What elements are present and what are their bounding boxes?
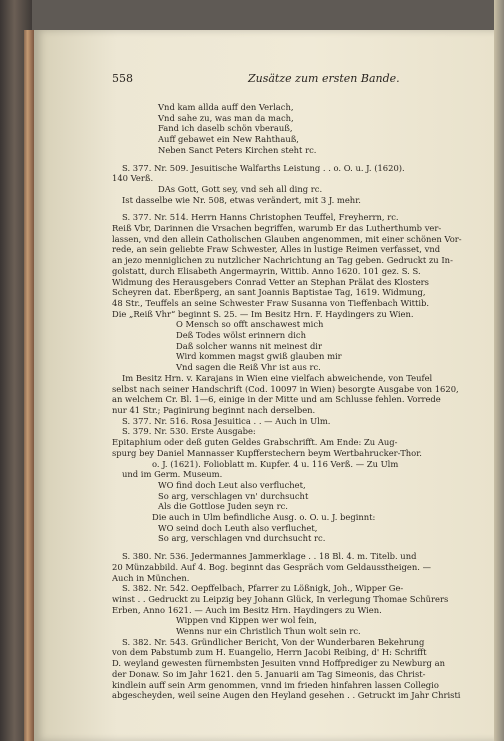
text-line: WO seind doch Leuth also verfluchet,: [158, 522, 318, 533]
text-line: Neben Sanct Peters Kirchen steht rc.: [158, 144, 317, 155]
text-line: DAs Gott, Gott sey, vnd seh all ding rc.: [158, 183, 323, 194]
text-line: Scheyren dat. Eberßperg, an sant Joannis Baptistae Tag, 1619. Widmung,: [112, 287, 426, 298]
line-gap: [112, 544, 482, 551]
text-line: nur 41 Str.; Paginirung beginnt nach derselben.: [112, 404, 316, 415]
text-line: Wippen vnd Kippen wer wol fein,: [176, 615, 317, 626]
text-line: S. 382. Nr. 543. Gründlicher Bericht, Von der Wunderbaren Bekehrung: [122, 636, 425, 647]
text-line: Wenns nur ein Christlich Thun wolt sein rc.: [176, 626, 361, 637]
page-number: 558: [112, 72, 133, 85]
text-line: S. 377. Nr. 509. Jesuitische Walfarths Leistung . . o. O. u. J. (1620).: [122, 162, 405, 173]
line-gap: [112, 205, 482, 212]
text-line: an jezo menniglichen zu nutzlicher Nachrichtung an Tag geben. Gedruckt zu In-: [112, 255, 453, 266]
text-line: 140 Verß.: [112, 173, 154, 184]
text-line: Die „Reiß Vhr“ beginnt S. 25. — Im Besitz Hrn. F. Haydingers zu Wien.: [112, 308, 414, 319]
text-line: Widmung des Herausgebers Conrad Vetter an Stephan Prälat des Klosters: [112, 276, 429, 287]
body-lines: [112, 102, 482, 701]
text-line: lassen, vnd den allein Catholischen Glauben angenommen, mit einer schönen Vor-: [112, 233, 462, 244]
text-line: rede, an sein geliebte Fraw Schwester, Alles in lustige Reimen verfasset, vnd: [112, 244, 441, 255]
text-line: Im Besitz Hrn. v. Karajans in Wien eine vielfach abweichende, von Teufel: [122, 372, 433, 383]
text-line: S. 380. Nr. 536. Jedermannes Jammerklage . . 18 Bl. 4. m. Titelb. und: [122, 551, 417, 562]
text-line: S. 377. Nr. 516. Rosa Jesuitica . . — Auch in Ulm.: [122, 415, 331, 426]
text-line: Epitaphium oder deß guten Geldes Grabschrifft. Am Ende: Zu Aug-: [112, 437, 398, 448]
text-line: Als die Gottlose Juden seyn rc.: [158, 501, 288, 512]
text-line: kindlein auff sein Arm genommen, vnnd im frieden hinfahren lassen Collegio: [112, 679, 439, 690]
text-line: Vnd sahe zu, was man da mach,: [158, 112, 294, 123]
text-line: Deß Todes wölst erinnern dich: [176, 330, 306, 341]
text-line: Wird kommen magst gwiß glauben mir: [176, 351, 342, 362]
line-gap: [112, 156, 482, 163]
text-line: S. 377. Nr. 514. Herrn Hanns Christophen Teuffel, Freyherrn, rc.: [122, 212, 399, 223]
text-line: 48 Str., Teuffels an seine Schwester Fraw Susanna von Tieffenbach Wittib.: [112, 297, 430, 308]
book-edge-right: [494, 0, 504, 741]
text-line: S. 382. Nr. 542. Oepffelbach, Pfarrer zu Lößnigk, Joh., Wipper Ge-: [122, 583, 404, 594]
text-line: golstatt, durch Elisabeth Angermayrin, Wittib. Anno 1620. 101 gez. S. S.: [112, 265, 421, 276]
book-binding: [24, 30, 34, 741]
page-header: [112, 74, 482, 88]
text-line: o. J. (1621). Folioblatt m. Kupfer. 4 u. 116 Verß. — Zu Ulm: [152, 458, 399, 469]
text-line: So arg, verschlagen vn' durchsucht: [158, 490, 309, 501]
text-line: Erben, Anno 1621. — Auch im Besitz Hrn. Haydingers zu Wien.: [112, 604, 382, 615]
text-line: So arg, verschlagen vnd durchsucht rc.: [158, 533, 326, 544]
text-line: Vnd sagen die Reiß Vhr ist aus rc.: [176, 362, 321, 373]
text-line: der Donaw. So im Jahr 1621. den 5. Januarii am Tag Simeonis, das Christ-: [112, 668, 426, 679]
text-line: an welchem Cr. Bl. 1—6, einige in der Mitte und am Schlusse fehlen. Vorrede: [112, 394, 441, 405]
text-line: Die auch in Ulm befindliche Ausg. o. O. u. J. beginnt:: [152, 512, 376, 523]
text-line: Auch in München.: [112, 572, 190, 583]
text-line: Fand ich daselb schön vberauß,: [158, 123, 293, 134]
page-text: [112, 74, 482, 701]
text-line: S. 379. Nr. 530. Erste Ausgabe:: [122, 426, 256, 437]
text-line: Ist dasselbe wie Nr. 508, etwas verändert, mit 3 J. mehr.: [122, 194, 361, 205]
text-line: von dem Pabstumb zum H. Euangelio, Herrn Jacobi Reibing, d' H: Schrifft: [112, 647, 427, 658]
text-line: O Mensch so offt anschawest mich: [176, 319, 324, 330]
text-line: WO find doch Leut also verfluchet,: [158, 479, 306, 490]
text-line: winst . . Gedruckt zu Leipzig bey Johann Glück, In verlegung Thomae Schürers: [112, 593, 449, 604]
running-title: Zusätze zum ersten Bande.: [248, 72, 400, 85]
text-line: Auff gebawet ein New Rahthauß,: [158, 134, 299, 145]
text-line: selbst nach seiner Handschrift (Cod. 10097 in Wien) besorgte Ausgabe von 1620,: [112, 383, 459, 394]
text-line: abgescheyden, weil seine Augen den Heyland gesehen . . Getruckt im Jahr Christi: [112, 690, 461, 701]
text-line: D. weyland gewesten fürnembsten Jesuiten vnnd Hoffprediger zu Newburg an: [112, 658, 445, 669]
text-line: 20 Münzabbild. Auf 4. Bog. beginnt das Gespräch vom Geldausstheigen. —: [112, 561, 431, 572]
text-line: Vnd kam allda auff den Verlach,: [158, 102, 294, 112]
text-line: und im Germ. Museum.: [122, 469, 223, 480]
text-line: Reiß Vbr, Darinnen die Vrsachen begriffen, warumb Er das Lutherthumb ver-: [112, 223, 442, 234]
text-line: Daß solcher wanns nit meinest dir: [176, 340, 322, 351]
text-line: spurg bey Daniel Mannasser Kupfferstechern beym Wertbahrucker-Thor.: [112, 447, 422, 458]
